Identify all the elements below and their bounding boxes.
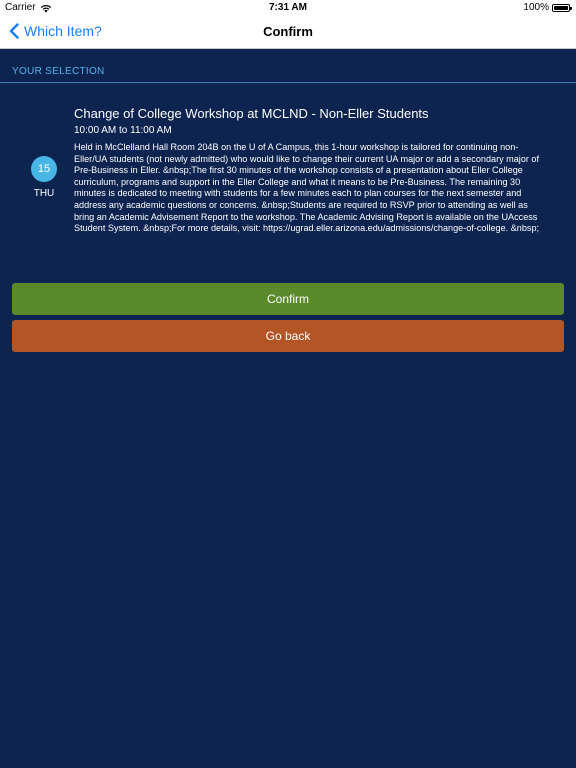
event-time: 10:00 AM to 11:00 AM <box>74 125 172 136</box>
date-day-of-week: THU <box>33 188 55 199</box>
confirm-button[interactable] <box>12 283 564 315</box>
navigation-bar <box>0 16 576 49</box>
status-bar <box>0 0 576 16</box>
event-description: Held in McClelland Hall Room 204B on the U of A Campus, this 1-hour workshop is tailored for continuing non-Eller/UA students (not newly admitted) who would like to change their current UA major or add a secondary major of Pre-Business in Eller. &nbsp;The first 30 minutes of the workshop consists of a presentation about Eller College curriculum, programs and support in the Eller College and what it means to be Pre-Business. The remaining 30 minutes is dedicated to meeting with students for a few minutes each to plan courses for the next semester and address any academic questions or concerns. &nbsp;Students are required to RSVP prior to attending as well as bring an Academic Advisement Report to the workshop. The Academic Advising Report is available on the UAccess Student System. &nbsp;For more details, visit: https://ugrad.eller.arizona.edu/admissions/change-of-college. &nbsp; <box>74 142 540 234</box>
back-button-label: Which Item? <box>24 23 102 39</box>
event-date <box>28 156 60 199</box>
section-header-label: YOUR SELECTION <box>12 66 105 77</box>
battery-percent: 100% <box>523 2 549 13</box>
carrier-label: Carrier <box>5 2 36 13</box>
date-day-badge: 15 <box>31 156 57 182</box>
page-title: Confirm <box>263 24 313 39</box>
go-back-button[interactable] <box>12 320 564 352</box>
event-item <box>0 100 576 260</box>
status-time: 7:31 AM <box>269 2 307 13</box>
battery-group <box>523 2 570 13</box>
battery-icon <box>552 4 570 12</box>
go-back-button-label: Go back <box>265 329 311 343</box>
section-header <box>0 64 576 83</box>
event-title: Change of College Workshop at MCLND - Non-Eller Students <box>74 106 429 121</box>
confirm-button-label: Confirm <box>266 292 309 306</box>
